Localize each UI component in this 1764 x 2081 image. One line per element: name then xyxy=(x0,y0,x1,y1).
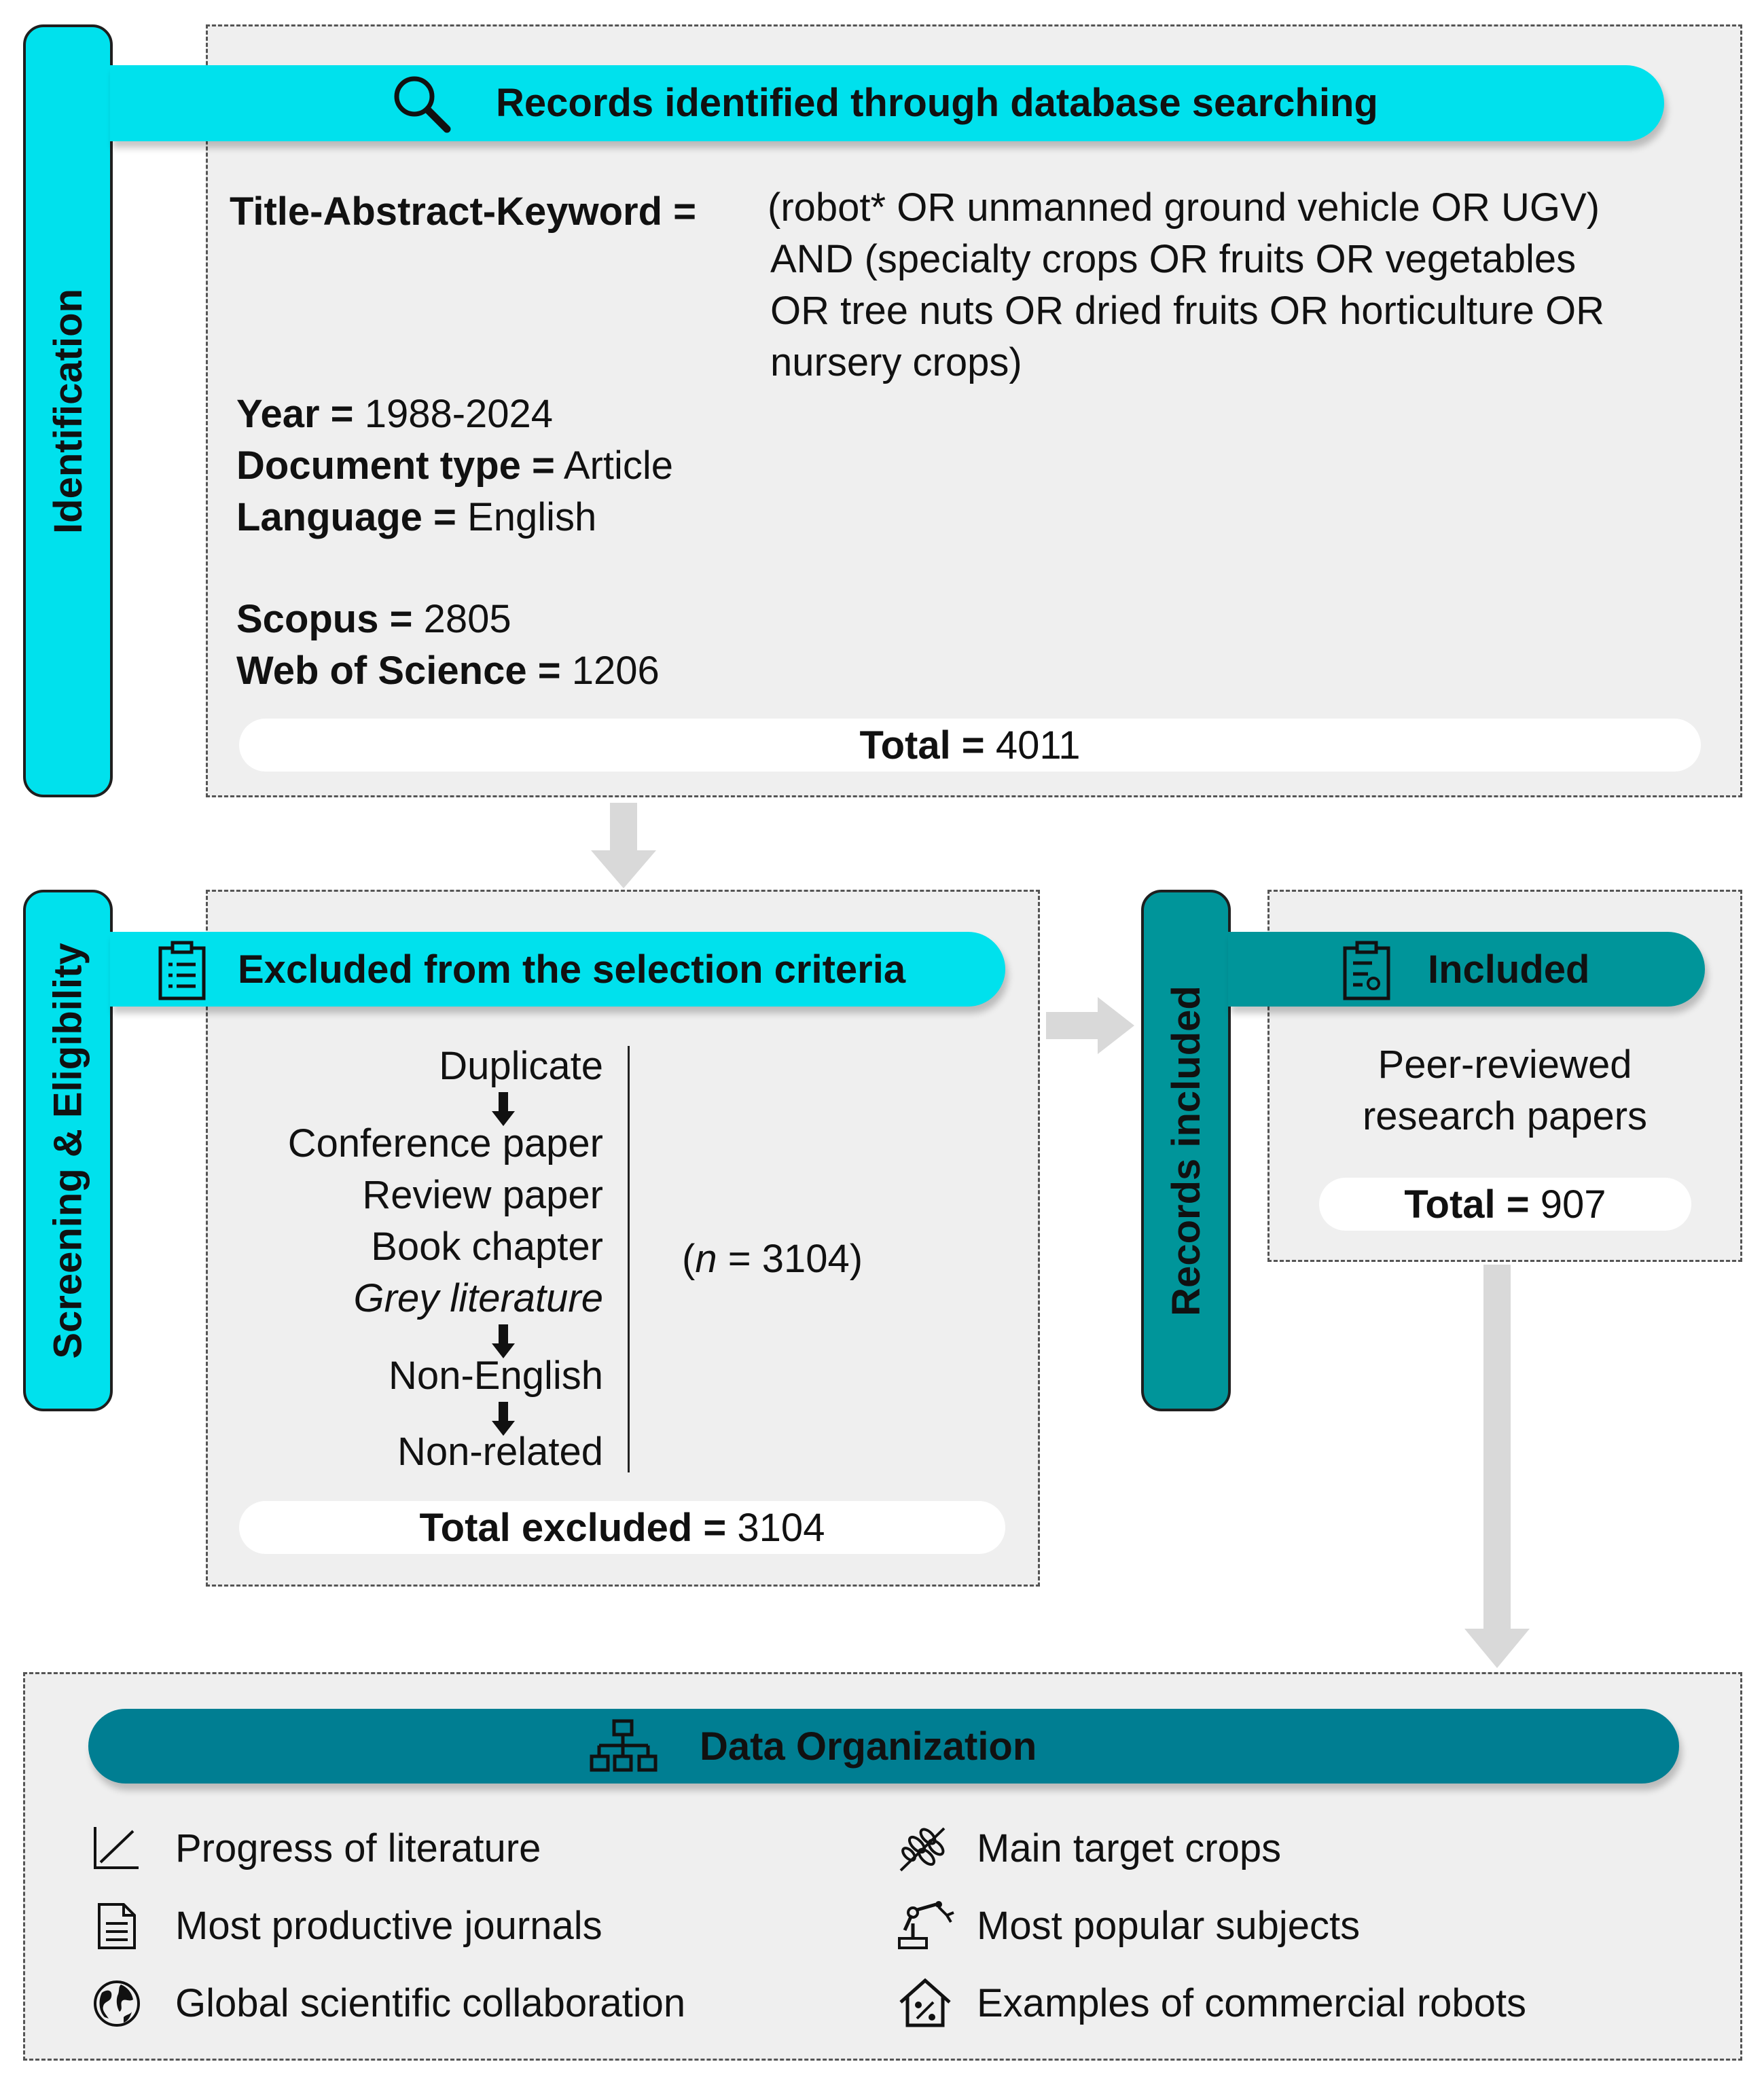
screening-banner xyxy=(110,932,1005,1007)
criterion-grey: Grey literature xyxy=(353,1276,603,1320)
identification-tab-label: Identification xyxy=(46,288,90,534)
included-desc-line-2: research papers xyxy=(1362,1094,1648,1138)
language-value: English xyxy=(467,495,597,539)
screening-total-pill xyxy=(239,1501,1005,1554)
excluded-count xyxy=(682,1233,863,1285)
criterion-non-related: Non-related xyxy=(397,1430,603,1474)
year-value: 1988-2024 xyxy=(364,392,554,436)
query-line-4: nursery crops) xyxy=(770,340,1022,384)
org-item xyxy=(897,1978,1576,2029)
criteria-divider xyxy=(628,1046,630,1472)
arrow-right-to-included xyxy=(1046,997,1134,1057)
arrow-down-to-screening xyxy=(591,803,656,892)
criterion-conference: Conference paper xyxy=(287,1121,603,1165)
query-line-1: (robot* OR unmanned ground vehicle OR UGV) xyxy=(768,185,1600,230)
wos-row xyxy=(236,645,660,697)
screening-total-value: 3104 xyxy=(737,1505,825,1550)
org-item xyxy=(92,1978,772,2029)
trend-line-icon xyxy=(92,1826,140,1870)
included-banner-title: Included xyxy=(1428,947,1590,992)
criterion-non-english: Non-English xyxy=(389,1354,603,1398)
language-row xyxy=(236,492,596,543)
identification-total-pill xyxy=(239,719,1701,772)
excluded-count-open: ( xyxy=(682,1237,696,1281)
year-label: Year = xyxy=(236,392,354,436)
query-line-3: OR tree nuts OR dried fruits OR horticulture OR xyxy=(770,289,1605,333)
criterion-review: Review paper xyxy=(362,1173,603,1217)
globe-icon xyxy=(92,1979,141,2028)
excluded-count-rest: = 3104) xyxy=(717,1237,863,1281)
doctype-value: Article xyxy=(563,444,674,488)
org-item-label: Progress of literature xyxy=(175,1826,541,1870)
org-item xyxy=(897,1900,1508,1952)
included-desc-line-1: Peer-reviewed xyxy=(1378,1043,1632,1087)
identification-tab xyxy=(23,24,113,797)
organization-banner-title: Data Organization xyxy=(700,1724,1037,1769)
clipboard-list-icon xyxy=(156,940,208,1001)
doctype-label: Document type = xyxy=(236,444,555,488)
org-item xyxy=(897,1823,1508,1875)
year-row xyxy=(236,388,553,440)
org-item xyxy=(92,1823,704,1875)
criterion-duplicate: Duplicate xyxy=(439,1044,603,1088)
org-item-label: Global scientific collaboration xyxy=(175,1981,686,2025)
screening-banner-title: Excluded from the selection criteria xyxy=(238,947,906,992)
wos-value: 1206 xyxy=(571,649,660,693)
query-line-2: AND (specialty crops OR fruits OR vegetables xyxy=(770,237,1577,281)
org-item-label: Most productive journals xyxy=(175,1904,602,1948)
org-item-label: Most popular subjects xyxy=(977,1904,1361,1948)
included-tab xyxy=(1141,890,1231,1411)
clipboard-check-icon xyxy=(1341,940,1392,1001)
wos-label: Web of Science = xyxy=(236,649,561,693)
arrow-down-to-organization xyxy=(1464,1265,1530,1671)
included-total-label: Total = xyxy=(1404,1182,1530,1227)
included-total-pill xyxy=(1319,1178,1691,1231)
org-item-label: Examples of commercial robots xyxy=(977,1981,1527,2025)
scopus-row xyxy=(236,594,511,645)
doctype-row xyxy=(236,440,673,492)
included-tab-label: Records included xyxy=(1164,985,1208,1316)
search-icon xyxy=(389,71,454,136)
language-label: Language = xyxy=(236,495,456,539)
included-total-value: 907 xyxy=(1540,1182,1606,1227)
house-percent-icon xyxy=(898,1978,952,2028)
org-item xyxy=(92,1900,704,1952)
wheat-icon xyxy=(897,1824,951,1873)
robot-arm-icon xyxy=(897,1900,958,1951)
excluded-count-n: n xyxy=(695,1237,717,1281)
included-banner xyxy=(1228,932,1705,1007)
criterion-book: Book chapter xyxy=(371,1225,603,1269)
scopus-label: Scopus = xyxy=(236,597,413,641)
query-label: Title-Abstract-Keyword = xyxy=(230,189,697,234)
organization-banner xyxy=(88,1709,1679,1784)
document-icon xyxy=(96,1902,137,1951)
screening-total-label: Total excluded = xyxy=(419,1505,727,1550)
scopus-value: 2805 xyxy=(423,597,511,641)
org-item-label: Main target crops xyxy=(977,1826,1282,1870)
screening-tab xyxy=(23,890,113,1411)
identification-banner xyxy=(110,65,1664,141)
identification-total-value: 4011 xyxy=(995,723,1081,767)
identification-banner-title: Records identified through database searching xyxy=(496,81,1378,125)
screening-tab-label: Screening & Eligibility xyxy=(46,942,90,1359)
hierarchy-icon xyxy=(590,1718,658,1777)
identification-total-label: Total = xyxy=(859,723,985,767)
